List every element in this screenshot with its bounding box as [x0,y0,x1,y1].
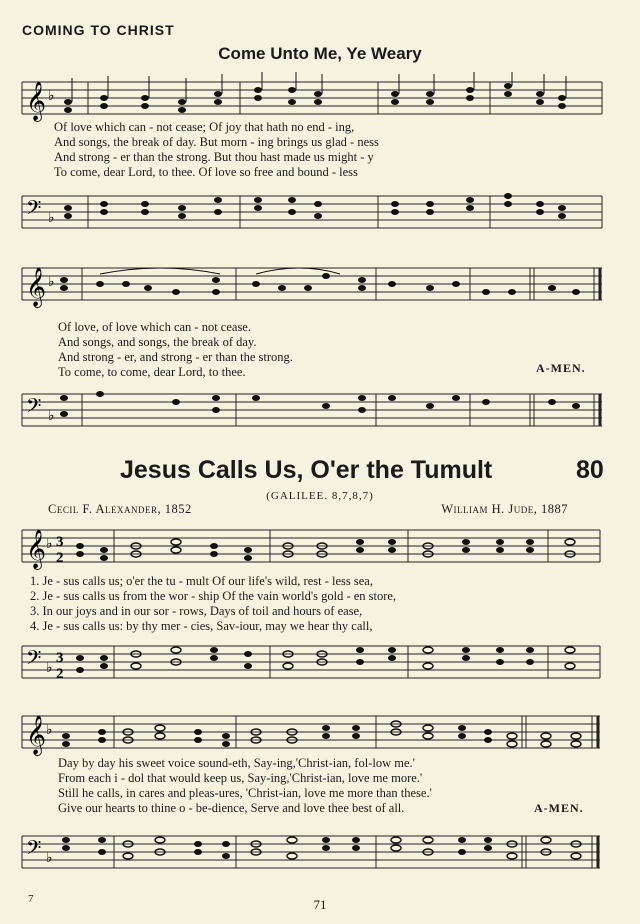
svg-text:𝄞: 𝄞 [26,267,47,307]
svg-text:♭: ♭ [46,851,53,866]
svg-text:♭: ♭ [48,409,55,424]
svg-text:♭: ♭ [46,723,53,738]
hymn-b-amen: A-MEN. [534,801,584,815]
svg-text:♭: ♭ [48,211,55,226]
hymn-b-s2-verse-2: From each i - dol that would keep us, Say-ing,'Christ-ian, love me more.' [58,771,423,785]
svg-text:♭: ♭ [48,89,55,104]
svg-text:♭: ♭ [48,275,55,290]
hymn-b-system1-bass-staff [0,636,640,686]
svg-text:2: 2 [56,550,64,566]
hymn-b-title: Jesus Calls Us, O'er the Tumult [120,456,493,484]
hymn-b-tune-meter: (GALILEE. 8,7,8,7) [266,490,374,502]
hymn-a-system2-bass-staff [0,384,640,434]
hymn-b-s2-verse-1: Day by day his sweet voice sound-eth, Say-ing,'Christ-ian, fol-low me.' [58,756,415,770]
hymn-b-s2-verse-3: Still he calls, in cares and pleas-ures, 'Christ-ian, love me more than these.' [58,786,432,800]
svg-text:𝄢: 𝄢 [26,394,42,422]
hymn-b-system2-treble-staff [0,706,640,758]
hymn-a-s1-verse-1: Of love which can - not cease; Of joy that hath no end - ing, [54,120,355,134]
hymn-a-system1-treble-staff [0,72,640,122]
svg-text:𝄞: 𝄞 [26,529,47,569]
hymn-a-s2-verse-3: And strong - er, and strong - er than the strong. [58,350,293,364]
hymn-b-s1-verse-3: 3. In our joys and in our sor - rows, Days of toil and hours of ease, [30,604,363,618]
hymn-a-s2-verse-2: And songs, and songs, the break of day. [58,335,257,349]
hymn-a-s2-verse-1: Of love, of love which can - not cease. [58,320,251,334]
hymn-b-system2-bass-staff [0,826,640,876]
svg-text:𝄞: 𝄞 [26,81,47,121]
hymn-b-time-signature: 3 [56,534,64,550]
hymn-a-system2-treble-staff [0,258,640,308]
svg-text:♭: ♭ [46,537,53,552]
hymn-b-composer: William H. Jude, 1887 [441,502,568,516]
hymn-b-s2-verse-4: Give our hearts to thine o - be-dience, Serve and love thee best of all. [58,801,405,815]
hymn-a-s2-verse-4: To come, to come, dear Lord, to thee. [58,365,246,379]
svg-text:3: 3 [56,650,64,666]
svg-text:𝄢: 𝄢 [26,836,42,864]
hymn-a-s1-verse-4: To come, dear Lord, to thee. Of love so free and bound - less [54,165,358,179]
hymn-a-amen: A-MEN. [536,361,586,375]
svg-text:𝄞: 𝄞 [26,715,47,755]
hymn-a-system1-bass-staff [0,186,640,236]
hymn-b-author: Cecil F. Alexander, 1852 [48,502,192,516]
hymn-b-s1-verse-4: 4. Je - sus calls us: by thy mer - cies, Sav-iour, may we hear thy call, [30,619,373,633]
svg-text:𝄢: 𝄢 [26,646,42,674]
hymn-a-s1-verse-2: And songs, the break of day. But morn - ing brings us glad - ness [54,135,379,149]
hymn-b-number: 80 [576,456,604,484]
page-number: 71 [313,897,327,912]
hymn-b-s1-verse-2: 2. Je - sus calls us from the wor - ship Of the vain world's gold - en store, [30,589,397,603]
signature-mark: 7 [28,893,34,905]
hymn-a-s1-verse-3: And strong - er than the strong. But thou hast made us might - y [54,150,374,164]
hymn-b-system1-verses [30,574,396,634]
svg-text:♭: ♭ [46,661,53,676]
hymn-a-system1-verses [54,120,379,180]
hymn-a-title: Come Unto Me, Ye Weary [218,44,422,63]
svg-text:𝄢: 𝄢 [26,196,42,224]
hymn-b-system2-verses [58,756,432,816]
hymn-b-system1-treble-staff [0,520,640,572]
section-heading: COMING TO CHRIST [22,22,175,38]
svg-text:2: 2 [56,666,64,682]
hymn-b-s1-verse-1: 1. Je - sus calls us; o'er the tu - mult Of our life's wild, rest - less sea, [30,574,373,588]
hymn-a-system2-verses [58,320,293,380]
